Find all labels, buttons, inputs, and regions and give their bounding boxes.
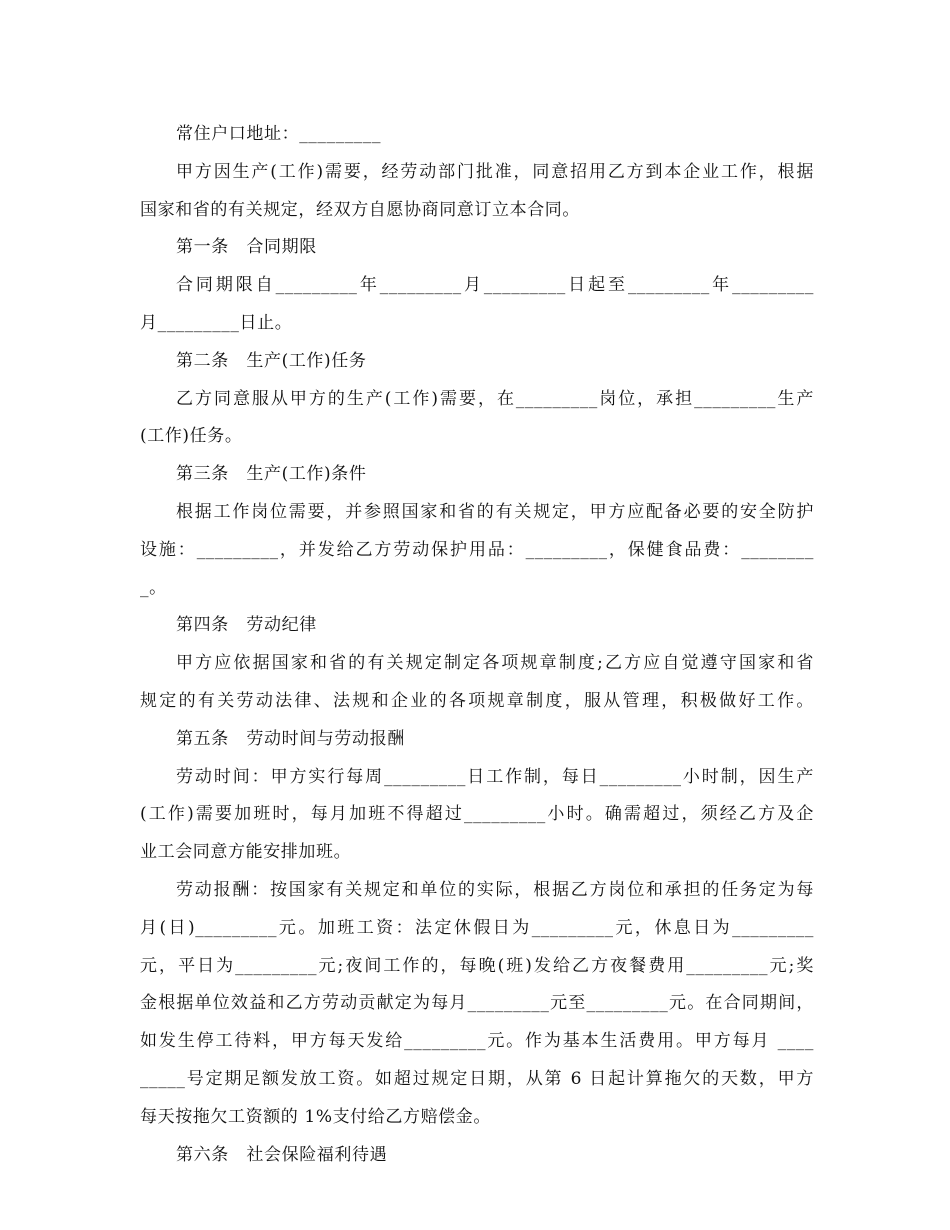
paragraph-line: 甲方因生产(工作)需要，经劳动部门批准，同意招用乙方到本企业工作，根据 bbox=[176, 161, 814, 182]
paragraph-line: 合同期限自_________年_________月_________日起至_________年_________ bbox=[176, 275, 814, 296]
paragraph-line: 元，平日为_________元;夜间工作的，每晚(班)发给乙方夜餐费用_________元;奖 bbox=[140, 955, 814, 976]
paragraph-line: (工作)需要加班时，每月加班不得超过_________小时。确需超过，须经乙方及企 bbox=[140, 804, 814, 825]
paragraph-line: 月_________日止。 bbox=[140, 312, 293, 333]
contract-page bbox=[140, 116, 814, 1174]
paragraph-line: _。 bbox=[140, 577, 167, 598]
paragraph-line: 每天按拖欠工资额的 1%支付给乙方赔偿金。 bbox=[140, 1106, 491, 1127]
paragraph-line: 根据工作岗位需要，并参照国家和省的有关规定，甲方应配备必要的安全防护 bbox=[176, 501, 814, 522]
paragraph-line: 规定的有关劳动法律、法规和企业的各项规章制度，服从管理，积极做好工作。 bbox=[140, 690, 814, 711]
paragraph-line: 如发生停工待料，甲方每天发给_________元。作为基本生活费用。甲方每月 ____ bbox=[140, 1031, 814, 1052]
residence-address-line: 常住户口地址：_________ bbox=[176, 124, 382, 144]
paragraph-line: 月(日)_________元。加班工资：法定休假日为_________元，休息日为_________ bbox=[140, 917, 814, 938]
article-5-heading: 第五条 劳动时间与劳动报酬 bbox=[176, 728, 405, 749]
paragraph-line: 设施：_________，并发给乙方劳动保护用品：_________，保健食品费：________ bbox=[140, 539, 814, 560]
article-1-heading: 第一条 合同期限 bbox=[176, 237, 317, 258]
article-6-heading: 第六条 社会保险福利待遇 bbox=[176, 1144, 388, 1165]
paragraph-line: (工作)任务。 bbox=[140, 426, 243, 447]
paragraph-line: 乙方同意服从甲方的生产(工作)需要，在_________岗位，承担_________生产 bbox=[176, 388, 814, 409]
paragraph-line: 甲方应依据国家和省的有关规定制定各项规章制度;乙方应自觉遵守国家和省 bbox=[176, 653, 814, 674]
paragraph-line: 国家和省的有关规定，经双方自愿协商同意订立本合同。 bbox=[140, 199, 580, 220]
article-2-heading: 第二条 生产(工作)任务 bbox=[176, 350, 367, 371]
paragraph-line: _____号定期足额发放工资。如超过规定日期，从第 6 日起计算拖欠的天数，甲方 bbox=[140, 1068, 814, 1089]
article-4-heading: 第四条 劳动纪律 bbox=[176, 615, 317, 636]
article-3-heading: 第三条 生产(工作)条件 bbox=[176, 464, 367, 485]
paragraph-line: 金根据单位效益和乙方劳动贡献定为每月_________元至_________元。在合同期间， bbox=[140, 993, 814, 1014]
paragraph-line: 劳动时间：甲方实行每周_________日工作制，每日_________小时制，因生产 bbox=[176, 766, 814, 787]
paragraph-line: 业工会同意方能安排加班。 bbox=[140, 842, 352, 863]
paragraph-line: 劳动报酬：按国家有关规定和单位的实际，根据乙方岗位和承担的任务定为每 bbox=[176, 879, 814, 900]
